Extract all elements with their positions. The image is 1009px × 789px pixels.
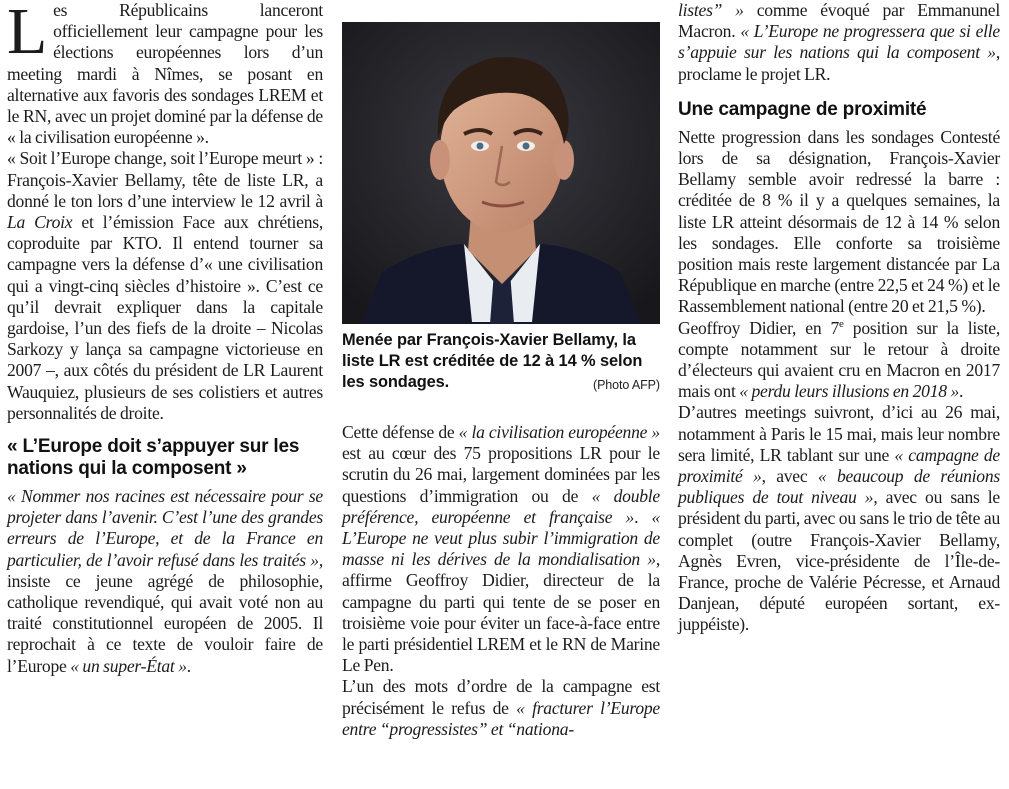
paragraph-sondages: Nette progression dans les sondages Contesté lors de sa désignation, François-Xavier Bellamy semble avoir redressé la barre : créditée de 8 % il y a quelques semaines, la liste LR atteint désormais de 12 à 14 % selon les sondages. Elle conforte sa troisième position mais reste largement distancée par La République en marche (entre 22,5 et 24 %) et le Rassemblement national (entre 20 et 21,5 %). (678, 126, 1000, 317)
paragraph-civilisation (342, 422, 660, 676)
text-run: Cette défense de (342, 422, 459, 442)
text-run: et l’émission Face aux chrétiens, coproduite par KTO. Il entend tourner sa campagne vers la défense d’« une civilisation qui a vingt-cinq siècles d’histoire ». C’est ce qu’il devrait expliquer dans la capitale gardoise, l’un des fiefs de la droite – Nicolas Sarkozy y lança sa campagne victorieuse en 2007 –, aux côtés du président de LR Laurent Wauquiez, plusieurs de ses colistiers et autres personnalités de droite. (7, 212, 324, 423)
superscript: e (839, 317, 844, 330)
caption-text: Menée par François-Xavier Bellamy, la liste LR est créditée de 12 à 14 % selon les sondages. (342, 331, 643, 391)
publication-name: La Croix (7, 212, 73, 233)
portrait-illustration (342, 22, 660, 324)
text-run: Geoffroy Didier, en 7 (678, 317, 840, 338)
column-1-text-lower (7, 486, 323, 677)
text-run: , insiste ce jeune agrégé de philosophie, catholique revendiqué, qui avait voté non au traité constitutionnel européen de 2005. Il reprochait à ce texte de vouloir faire de l’Europe (7, 549, 323, 676)
article-column-1 (7, 0, 323, 677)
text-run: position sur la liste, compte notamment sur le retour à droite d’électeurs qui avaient cru en Macron en 2017 mais ont (678, 317, 1000, 402)
quote-text: « L’Europe ne veut plus subir l’immigration de masse ni les dérives de la mondialisation » (342, 506, 660, 570)
paragraph-mots-ordre (342, 676, 660, 740)
photo-credit: (Photo AFP) (593, 378, 660, 392)
subheading-proximite: Une campagne de proximité (678, 98, 927, 120)
quote-text: « fracturer l’Europe entre “progressistes” et “nationa- (342, 697, 660, 739)
text-run: « Soit l’Europe change, soit l’Europe meurt » : François-Xavier Bellamy, tête de liste LR, a donné le ton lors d’une interview le 12 avril à (7, 148, 323, 211)
portrait-photo (342, 22, 660, 324)
text-run: , avec (761, 466, 818, 487)
column-3-text (678, 0, 1000, 85)
intro-paragraph (7, 0, 323, 148)
text-run: . (634, 506, 652, 527)
article-column-3 (678, 0, 1000, 636)
quote-text: « beaucoup de réunions publiques de tout niveau » (678, 466, 1000, 508)
quote-text: « L’Europe ne progressera que si elle s’appuie sur les nations qui la composent » (678, 21, 1000, 63)
paragraph-didier (678, 318, 1000, 403)
text-run: , avec ou sans le président du parti, avec ou sans le trio de tête au complet (outre François-Xavier Bellamy, Agnès Evren, vice-présidente de l’Île-de-France, proche de Valérie Pécresse, et Arnaud Danjean, député européen sortant, ex-juppéiste). (678, 487, 1000, 635)
paragraph-nations (678, 0, 1000, 85)
drop-cap: L (7, 0, 48, 68)
photo-caption (342, 330, 660, 393)
paragraph-quote-bellamy (7, 148, 323, 424)
text-run: . (186, 655, 191, 676)
text-run: D’autres meetings suivront, d’ici au 26 mai, notamment à Paris le 15 mai, mais leur nombre sera limité, LR tablant sur une (678, 402, 1000, 465)
column-2-text (342, 422, 660, 740)
quote-text: « double préférence, européenne et française » (342, 485, 660, 527)
quote-text: « campagne de proximité » (678, 444, 1000, 487)
article-column-2 (342, 0, 660, 740)
column-1-text (7, 0, 323, 424)
paragraph-meetings (678, 402, 1000, 635)
quote-text: « la civilisation européenne » (458, 422, 660, 442)
quote-text: « perdu leurs illusions en 2018 » (739, 381, 960, 402)
text-run: comme évoqué par Emmanunel Macron. (678, 0, 1000, 42)
subheading-europe-nations: « L’Europe doit s’appuyer sur les nations qui la composent » (7, 436, 300, 480)
text-run: , affirme Geoffroy Didier, directeur de la campagne du parti qui tente de se poser en troisième voie pour éviter un face-à-face entre le parti présidentiel LREM et le RN de Marine Le Pen. (342, 549, 660, 676)
column-3-text-lower (678, 127, 1000, 636)
quote-text: listes” » (678, 0, 744, 20)
quote-text: « Nommer nos racines est nécessaire pour se projeter dans l’avenir. C’est l’une des grandes erreurs de l’Europe, et de la France en particulier, de l’avoir refusé dans les traités » (7, 486, 323, 570)
text-run: L’un des mots d’ordre de la campagne est précisément le refus de (342, 676, 660, 718)
paragraph-racines (7, 486, 323, 677)
text-run: est au cœur des 75 propositions LR pour le scrutin du 26 mai, largement dominées par les questions d’immigration ou de (342, 443, 660, 506)
intro-text: es Républicains lanceront officiellement leur campagne pour les élections européennes lors d’un meeting mardi à Nîmes, se posant en alternative aux favoris des sondages LREM et le RN, avec un projet dominé par la défense de « la civilisation européenne ». (7, 0, 323, 148)
quote-text: « un super-État » (70, 655, 187, 676)
text-run: . (959, 381, 964, 402)
text-run: , proclame le projet LR. (678, 42, 1000, 84)
